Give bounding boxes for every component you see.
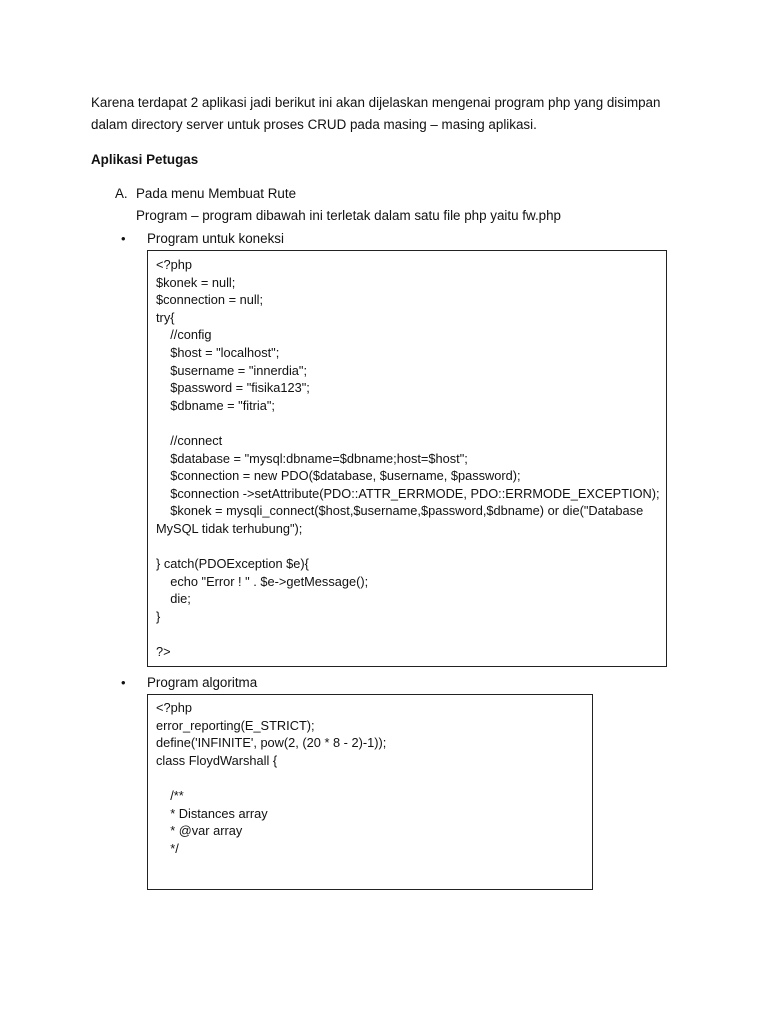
code-line: $connection ->setAttribute(PDO::ATTR_ERRMODE, PDO::ERRMODE_EXCEPTION);	[156, 485, 660, 501]
code-line: * Distances array	[156, 805, 268, 821]
bullet-label-koneksi: Program untuk koneksi	[147, 231, 284, 246]
code-line: $username = "innerdia";	[156, 362, 308, 378]
code-line: //connect	[156, 433, 223, 448]
code-line: */	[156, 840, 179, 856]
code-line: $dbname = "fitria";	[156, 397, 275, 413]
code-line: MySQL tidak terhubung");	[156, 521, 303, 536]
code-line: $konek = null;	[156, 274, 236, 290]
code-line: try{	[156, 309, 175, 325]
code-line: define('INFINITE', pow(2, (20 * 8 - 2)-1));	[156, 735, 387, 751]
list-marker-a: A.	[115, 186, 128, 201]
item-a-title: Pada menu Membuat Rute	[136, 186, 297, 201]
code-box-koneksi	[147, 250, 667, 667]
item-a-description: Program – program dibawah ini terletak dalam satu file php yaitu fw.php	[136, 208, 562, 223]
code-line: error_reporting(E_STRICT);	[156, 717, 315, 733]
code-line: ?>	[156, 644, 171, 660]
code-line: //config	[156, 327, 212, 343]
intro-line-1: Karena terdapat 2 aplikasi jadi berikut ini akan dijelaskan mengenai program php yang disimpan	[91, 95, 661, 110]
bullet-label-algoritma: Program algoritma	[147, 675, 258, 690]
code-line: } catch(PDOException $e){	[156, 556, 309, 572]
code-line: die;	[156, 591, 191, 607]
code-line: * @var array	[156, 823, 243, 839]
code-box-algoritma	[147, 694, 593, 890]
code-line: <?php	[156, 700, 192, 715]
bullet-icon: •	[121, 675, 126, 690]
code-line: $database = "mysql:dbname=$dbname;host=$host";	[156, 450, 468, 466]
bullet-icon: •	[121, 231, 126, 246]
code-line: $host = "localhost";	[156, 345, 280, 360]
code-line: $password = "fisika123";	[156, 380, 310, 396]
code-line: $connection = new PDO($database, $username, $password);	[156, 468, 521, 484]
section-heading: Aplikasi Petugas	[91, 152, 199, 167]
code-line: }	[156, 609, 161, 624]
code-line: class FloydWarshall {	[156, 752, 278, 768]
code-line: /**	[156, 788, 184, 803]
code-line: echo "Error ! " . $e->getMessage();	[156, 573, 369, 589]
code-line: $connection = null;	[156, 292, 264, 308]
code-line: <?php	[156, 257, 192, 272]
code-line: $konek = mysqli_connect($host,$username,$password,$dbname) or die("Database	[156, 503, 644, 519]
intro-line-2: dalam directory server untuk proses CRUD pada masing – masing aplikasi.	[91, 117, 537, 132]
